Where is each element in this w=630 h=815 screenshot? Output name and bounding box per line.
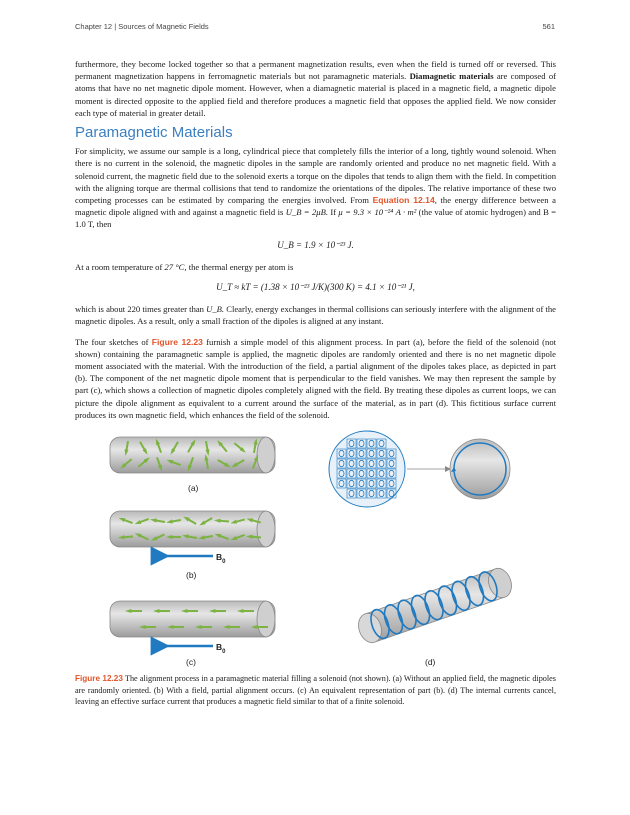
section-title: Paramagnetic Materials [75,124,233,142]
label-d: (d) [425,657,436,668]
sketch-c [110,601,275,667]
paragraph-1: For simplicity, we assume our sample is a long, cylindrical piece that completely fills the interior of a long, tightly wound solenoid. When there is no current in the solenoid, the magnetic dipoles in the sample are randomly oriented and produce no net magnetic field. With a solenoid current, the magnetic field due to the solenoid exerts a torque on the dipoles that tends to align them with the field. In competition with the aligning torque are thermal collisions that tend to randomize the orientations of the dipoles. The relative importance of these two competing processes can be estimated by comparing the energies involved. From Equation 12.14, the energy difference between a magnetic dipole aligned with and against a magnetic field is U_B = 2μB. If μ = 9.3 × 10⁻²⁴ A · m² (the value of atomic hydrogen) and B = 1.0 T, then [75,146,557,230]
figure-link[interactable]: Figure 12.23 [151,336,203,347]
figure-drawing [75,429,556,669]
equation-ub: U_B = 1.9 × 10⁻²³ J. [277,239,354,250]
sketch-b [110,511,275,580]
equation-link[interactable]: Equation 12.14 [372,195,435,206]
sketch-d-solenoid [355,565,516,667]
running-header: Chapter 12 | Sources of Magnetic Fields [75,22,209,31]
page-number: 561 [542,22,555,31]
label-c: (c) [186,657,196,668]
surface-current-disk [450,439,510,499]
paragraph-4: The four sketches of Figure 12.23 furnish a simple model of this alignment process. In part (a), before the field of the solenoid (not shown) containing the paramagnetic sample is applied, the magnetic dipoles are randomly oriented and there is no net magnetic dipole moment associated with the material. With the introduction of the field, a partial alignment of the dipoles takes place, as depicted in part (b). The component of the net magnetic dipole moment that is perpendicular to the field vanishes. We may then represent the sample by part (c), which shows a collection of magnetic dipoles completely aligned with the field. By treating these dipoles as current loops, we can picture the dipole alignment as equivalent to a current around the surface of the material, as in part (d). This fictitious surface current produces its own magnetic field, which enhances the field of the solenoid. [75,336,556,420]
figure-caption: Figure 12.23 The alignment process in a paramagnetic material filling a solenoid (not shown). (a) Without an applied field, the magnetic dipoles are randomly oriented. (b) With a field, partial alignment occurs. (c) An equivalent representation of part (b). (d) The internal currents cancel, leaving an effective surface current that produces a magnetic field similar to that of a finite solenoid. [75,674,556,707]
sketch-d-cross-section [329,431,510,507]
label-a: (a) [188,483,199,494]
label-b: (b) [186,570,197,581]
figure-12-23 [75,429,556,669]
field-label-b: $B_0$ [216,552,226,566]
intro-paragraph: furthermore, they become locked together so that a permanent magnetization results, even when the field is turned off or reversed. This permanent magnetization happens in ferromagnetic materials but not paramagnetic materials. Diamagnetic materials are composed of atoms that have no net magnetic dipole moment. However, when a diamagnetic material is placed in a magnetic field, a magnetic dipole moment is directed opposite to the applied field and therefore produces a magnetic field that opposes the applied field. We now consider each type of material in greater detail. [75,59,556,118]
page-body [75,58,556,708]
field-label-c: $B_0$ [216,642,226,656]
diamagnetic-term: Diamagnetic materials [409,71,494,82]
paragraph-2: At a room temperature of 27 °C, the thermal energy per atom is [75,261,294,272]
paragraph-3: which is about 220 times greater than U_B. Clearly, energy exchanges in thermal collisions can seriously interfere with the alignment of the magnetic dipoles. As a result, only a small fraction of the dipoles is aligned at any instant. [75,304,556,327]
equation-ut: U_T ≈ kT = (1.38 × 10⁻²³ J/K)(300 K) = 4.1 × 10⁻²¹ J, [216,282,415,293]
sketch-a [110,437,275,493]
